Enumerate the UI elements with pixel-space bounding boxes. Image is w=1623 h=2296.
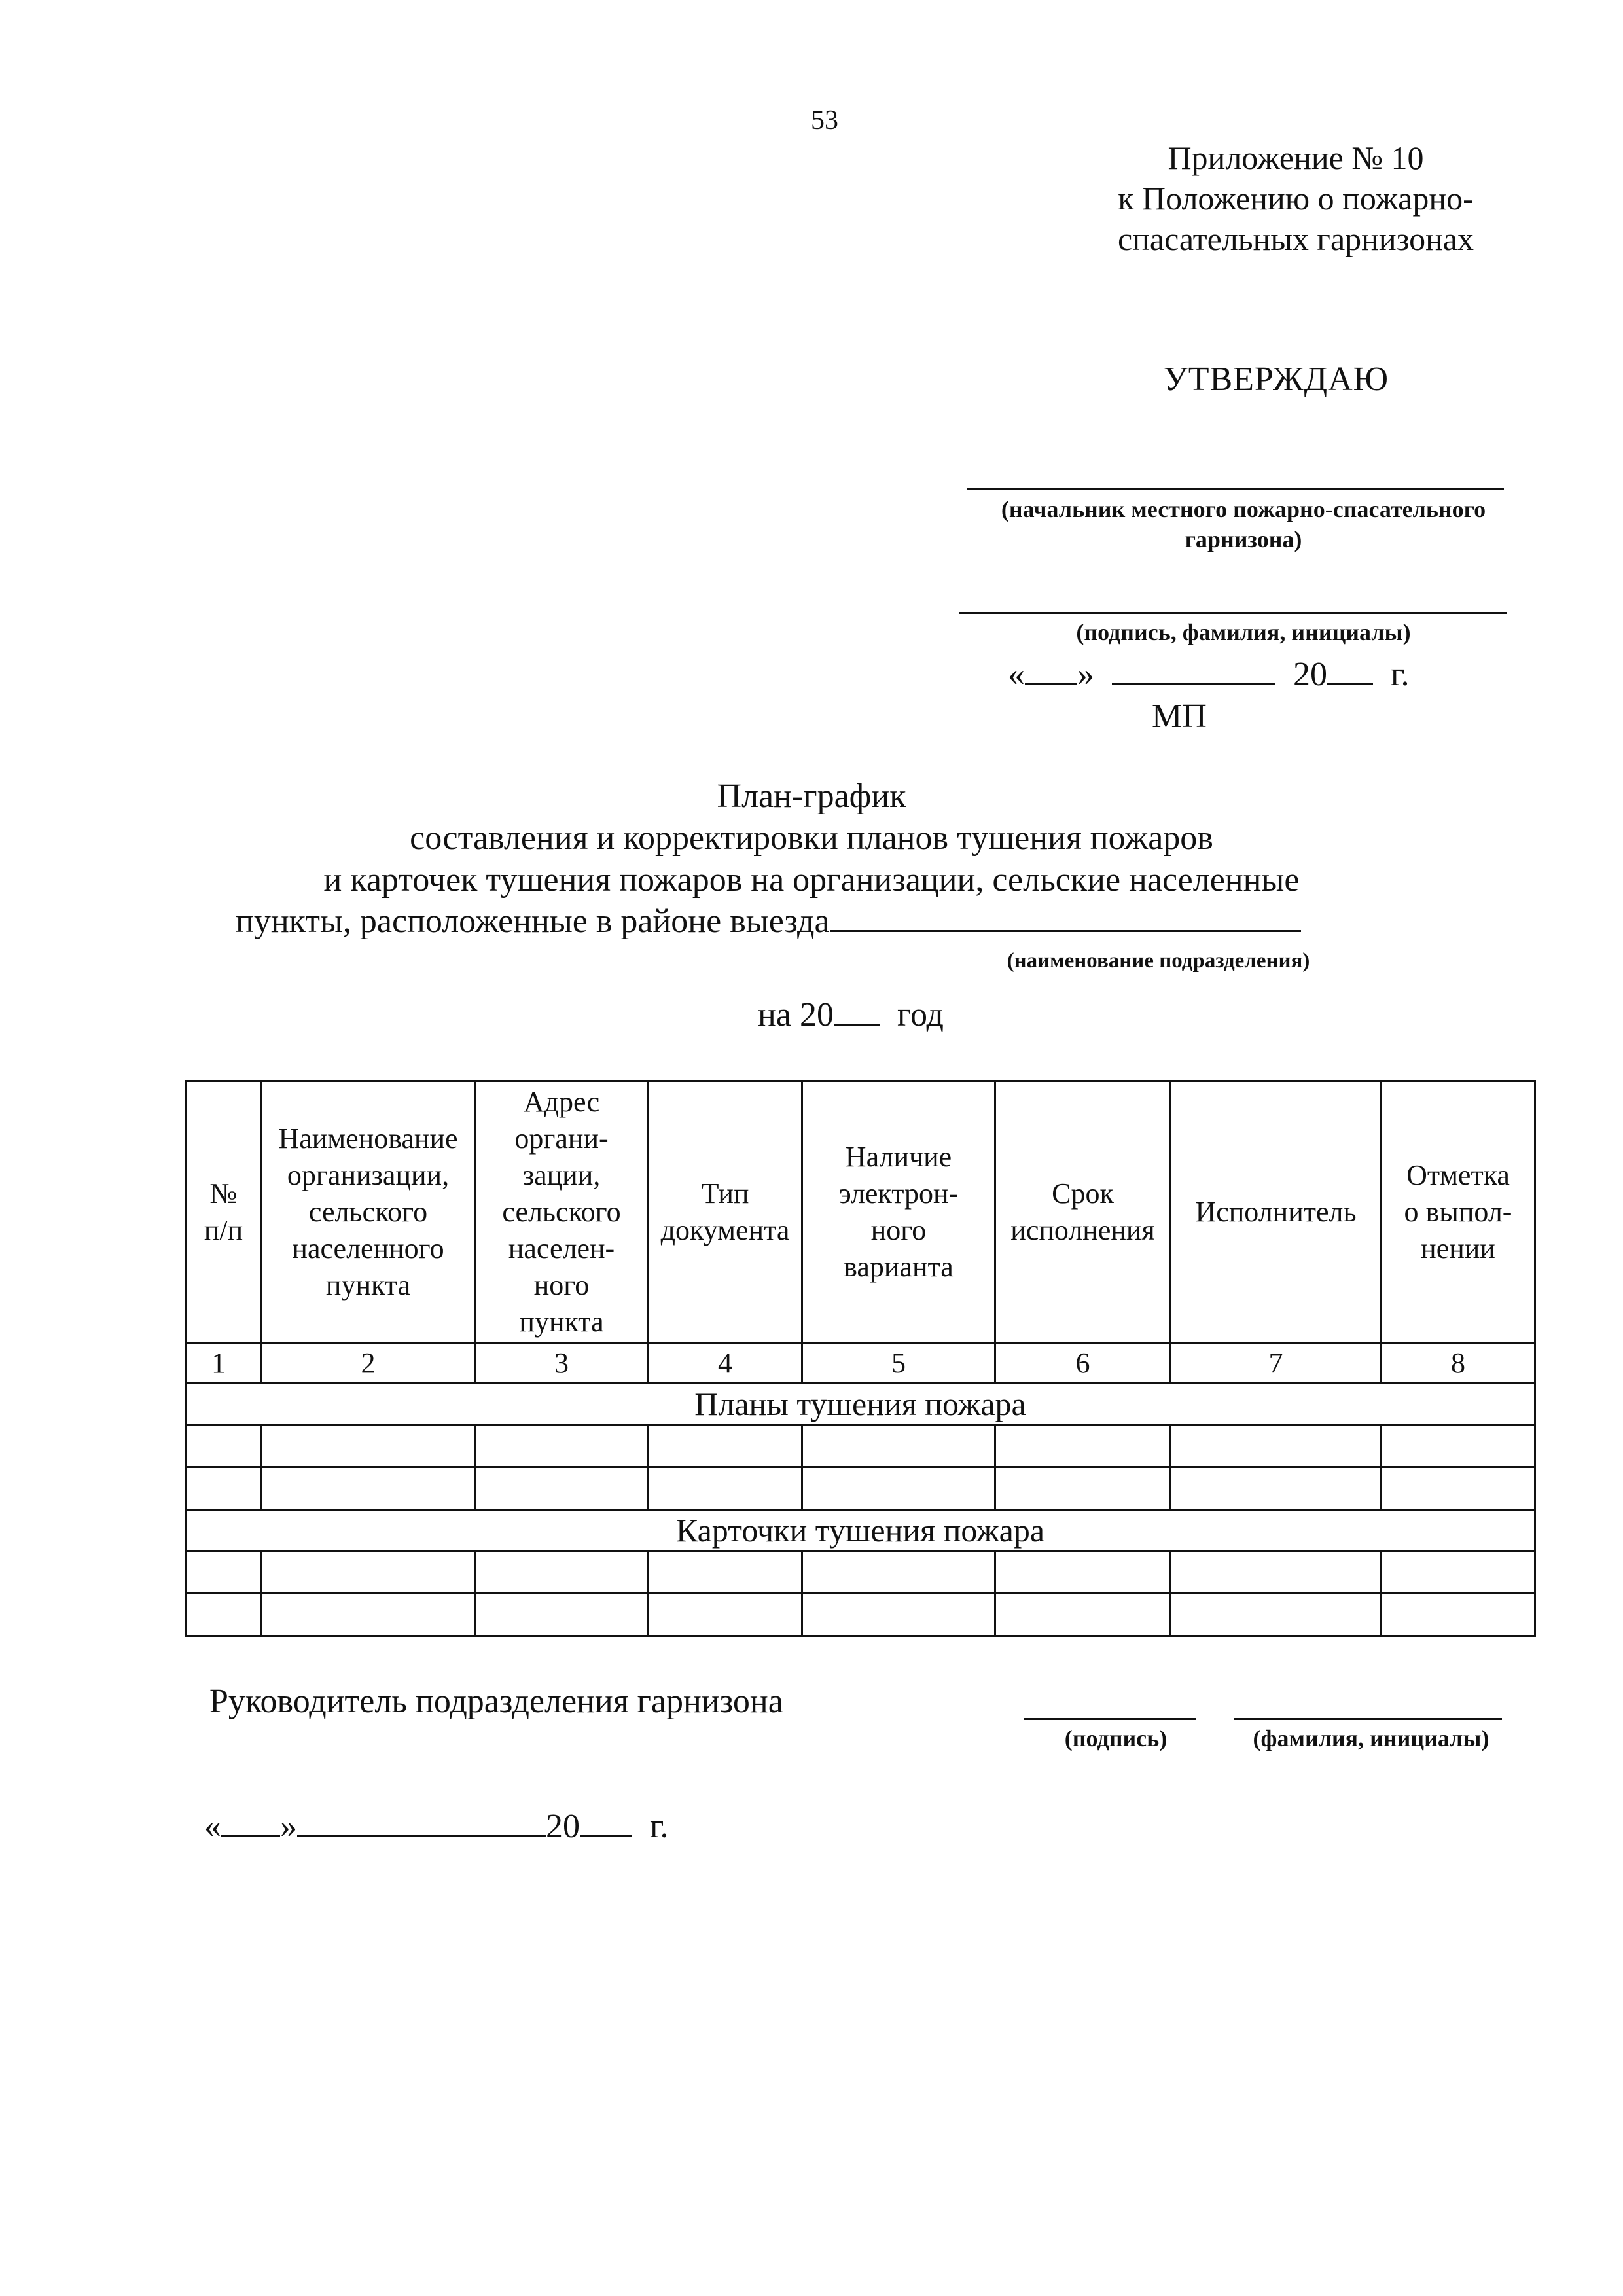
position-caption-line-2: гарнизона): [1185, 526, 1302, 552]
table-cell[interactable]: [1171, 1467, 1382, 1510]
column-number: 8: [1382, 1344, 1535, 1384]
table-cell[interactable]: [649, 1467, 802, 1510]
column-number: 7: [1171, 1344, 1382, 1384]
table-cell[interactable]: [475, 1594, 649, 1636]
month-blank[interactable]: [1112, 655, 1275, 685]
footer-year-blank[interactable]: [580, 1806, 632, 1837]
signature-caption: (подпись, фамилия, инициалы): [1076, 619, 1411, 645]
footer-date-close-quote: »: [280, 1808, 297, 1845]
title-line-3: и карточек тушения пожаров на организации, сельские населенные: [323, 861, 1300, 899]
year-prefix: на 20: [758, 996, 834, 1033]
footer-name-line[interactable]: [1234, 1718, 1502, 1720]
title-line-4: пункты, расположенные в районе выезда: [236, 903, 830, 940]
table-cell[interactable]: [802, 1551, 995, 1594]
plan-year: [681, 995, 1021, 1034]
document-title: [196, 776, 1427, 901]
column-number: 3: [475, 1344, 649, 1384]
appendix-line-3: спасательных гарнизонах: [1117, 221, 1474, 257]
table-cell[interactable]: [802, 1467, 995, 1510]
date-close-quote: »: [1077, 656, 1094, 693]
footer-date: [204, 1806, 793, 1846]
position-caption-line-1: (начальник местного пожарно-спасательного: [1001, 496, 1486, 522]
header-cell: Отметка о выпол- нении: [1382, 1081, 1535, 1344]
table-cell[interactable]: [475, 1425, 649, 1467]
header-cell: Срок исполнения: [995, 1081, 1171, 1344]
column-number: 6: [995, 1344, 1171, 1384]
date-open-quote: «: [1008, 656, 1025, 693]
table-cell[interactable]: [1382, 1594, 1535, 1636]
table-cell[interactable]: [262, 1594, 475, 1636]
year-blank[interactable]: [1327, 655, 1373, 685]
table-cell[interactable]: [475, 1467, 649, 1510]
title-line-4-row: [236, 901, 1414, 941]
footer-name-caption: (фамилия, инициалы): [1253, 1725, 1489, 1751]
table-cell[interactable]: [1171, 1551, 1382, 1594]
header-cell: Наименование организации, сельского населенного пункта: [262, 1081, 475, 1344]
table-cell[interactable]: [649, 1594, 802, 1636]
table-cell[interactable]: [475, 1551, 649, 1594]
table-cell[interactable]: [262, 1551, 475, 1594]
plan-year-blank[interactable]: [834, 995, 880, 1026]
section-row-plans: [186, 1384, 1535, 1425]
column-number: 5: [802, 1344, 995, 1384]
footer-date-year: 20: [546, 1808, 580, 1845]
table-header-row: [186, 1081, 1535, 1344]
table-row[interactable]: [186, 1425, 1535, 1467]
column-number-row: [186, 1344, 1535, 1384]
schedule-table: [185, 1080, 1536, 1637]
footer-date-suffix: г.: [650, 1808, 669, 1845]
position-line[interactable]: [967, 488, 1504, 490]
table-cell[interactable]: [262, 1467, 475, 1510]
table-cell[interactable]: [1382, 1467, 1535, 1510]
footer-day-blank[interactable]: [221, 1806, 280, 1837]
header-cell: Наличие электрон- ного варианта: [802, 1081, 995, 1344]
footer-signature-caption: (подпись): [1064, 1725, 1168, 1751]
footer-signature-line[interactable]: [1024, 1718, 1196, 1720]
title-line-2: составления и корректировки планов тушения пожаров: [410, 819, 1213, 857]
year-suffix: год: [897, 996, 944, 1033]
table-cell[interactable]: [995, 1467, 1171, 1510]
table-cell[interactable]: [186, 1425, 262, 1467]
table-cell[interactable]: [995, 1594, 1171, 1636]
footer-head-title: Руководитель подразделения гарнизона: [209, 1683, 783, 1720]
header-cell: Адрес органи- зации, сельского населен- ного пункта: [475, 1081, 649, 1344]
section-cards: Карточки тушения пожара: [186, 1510, 1535, 1551]
unit-caption: (наименование подразделения): [1007, 949, 1310, 973]
stamp-label: МП: [1152, 698, 1207, 735]
table-cell[interactable]: [995, 1425, 1171, 1467]
page-number: 53: [811, 105, 838, 135]
table-cell[interactable]: [186, 1467, 262, 1510]
header-cell: Исполнитель: [1171, 1081, 1382, 1344]
column-number: 4: [649, 1344, 802, 1384]
table-cell[interactable]: [1382, 1551, 1535, 1594]
title-line-1: План-график: [717, 778, 906, 815]
section-row-cards: [186, 1510, 1535, 1551]
position-caption: [955, 494, 1531, 554]
table-cell[interactable]: [802, 1594, 995, 1636]
table-cell[interactable]: [186, 1551, 262, 1594]
footer-month-blank[interactable]: [297, 1806, 546, 1837]
table-cell[interactable]: [649, 1551, 802, 1594]
section-plans: Планы тушения пожара: [186, 1384, 1535, 1425]
appendix-line-1: Приложение № 10: [1168, 139, 1424, 176]
column-number: 2: [262, 1344, 475, 1384]
day-blank[interactable]: [1025, 655, 1077, 685]
signature-line[interactable]: [959, 612, 1507, 614]
unit-blank[interactable]: [830, 901, 1301, 932]
table-cell[interactable]: [995, 1551, 1171, 1594]
column-number: 1: [186, 1344, 262, 1384]
table-cell[interactable]: [649, 1425, 802, 1467]
approval-date: [1008, 655, 1531, 694]
table-cell[interactable]: [802, 1425, 995, 1467]
approval-title: УТВЕРЖДАЮ: [1163, 361, 1389, 398]
footer-date-open-quote: «: [204, 1808, 221, 1845]
header-cell: Тип документа: [649, 1081, 802, 1344]
date-year: 20: [1293, 656, 1327, 693]
header-cell: № п/п: [186, 1081, 262, 1344]
table-cell[interactable]: [1382, 1425, 1535, 1467]
table-cell[interactable]: [262, 1425, 475, 1467]
appendix-block: [1034, 137, 1558, 259]
table-cell[interactable]: [186, 1594, 262, 1636]
table-cell[interactable]: [1171, 1594, 1382, 1636]
date-suffix: г.: [1391, 656, 1410, 693]
appendix-line-2: к Положению о пожарно-: [1118, 180, 1474, 217]
table-row[interactable]: [186, 1594, 1535, 1636]
table-cell[interactable]: [1171, 1425, 1382, 1467]
table-row[interactable]: [186, 1551, 1535, 1594]
table-row[interactable]: [186, 1467, 1535, 1510]
